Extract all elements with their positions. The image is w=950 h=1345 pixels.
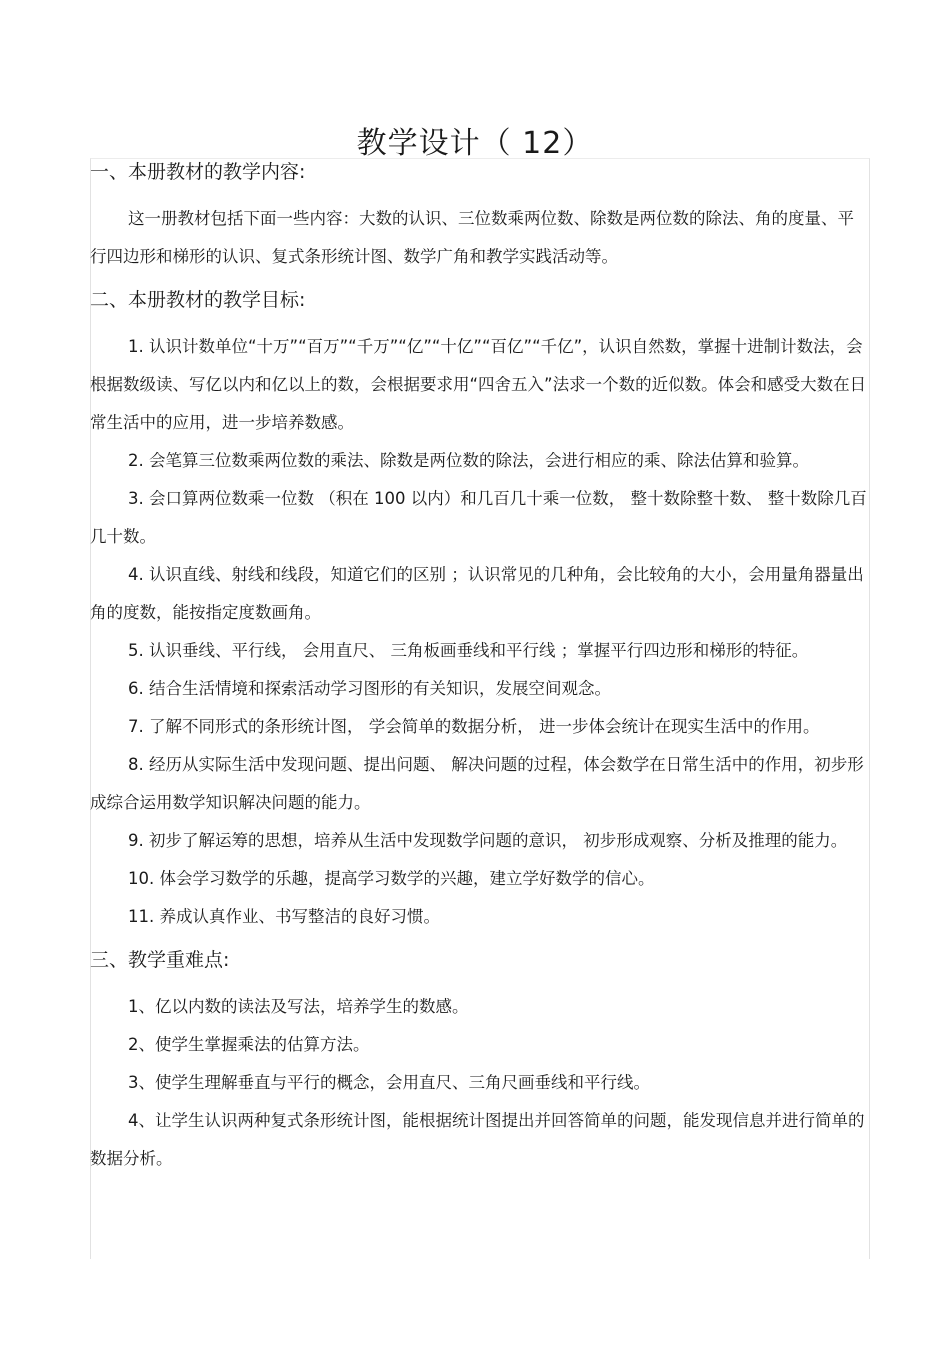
document-body [90,158,870,1178]
section-heading: 三、教学重难点: [90,949,230,971]
goal-item: 11. 养成认真作业、书写整洁的良好习惯。 [128,907,440,926]
page-title: 教学设计（ 12） [356,126,594,161]
section-key-difficulties [90,946,870,1178]
goal-item: 6. 结合生活情境和探索活动学习图形的有关知识，发展空间观念。 [128,679,611,698]
section-teaching-content [90,158,870,276]
goal-item: 4. 认识直线、射线和线段，知道它们的区别 ；认识常见的几种角，会比较角的大小，会用量角器量出角的度数，能按指定度数画角。 [90,565,864,622]
section-heading: 二、本册教材的教学目标: [90,289,306,311]
difficulty-item: 1、亿以内数的读法及写法，培养学生的数感。 [128,997,469,1016]
goal-item: 8. 经历从实际生活中发现问题、提出问题、 解决问题的过程，体会数学在日常生活中的作用，初步形成综合运用数学知识解决问题的能力。 [90,755,864,812]
section-teaching-goals [90,286,870,936]
difficulty-item: 4、让学生认识两种复式条形统计图，能根据统计图提出并回答简单的问题，能发现信息并进行简单的数据分析。 [90,1111,865,1168]
goal-item: 10. 体会学习数学的乐趣，提高学习数学的兴趣，建立学好数学的信心。 [128,869,655,888]
difficulty-item: 3、使学生理解垂直与平行的概念，会用直尺、三角尺画垂线和平行线。 [128,1073,650,1092]
goal-item: 2. 会笔算三位数乘两位数的乘法、除数是两位数的除法，会进行相应的乘、除法估算和验算。 [128,451,809,470]
goal-item: 3. 会口算两位数乘一位数 （积在 100 以内）和几百几十乘一位数， 整十数除整十数、 整十数除几百几十数。 [90,489,867,546]
goal-item: 9. 初步了解运筹的思想，培养从生活中发现数学问题的意识， 初步形成观察、分析及推理的能力。 [128,831,848,850]
goal-item: 7. 了解不同形式的条形统计图， 学会简单的数据分析， 进一步体会统计在现实生活中的作用。 [128,717,820,736]
paragraph: 这一册教材包括下面一些内容：大数的认识、三位数乘两位数、除数是两位数的除法、角的度量、平行四边形和梯形的认识、复式条形统计图、数学广角和教学实践活动等。 [90,209,854,266]
goal-item: 1. 认识计数单位“十万”“百万”“千万”“亿”“十亿”“百亿”“千亿”，认识自然数，掌握十进制计数法，会根据数级读、写亿以内和亿以上的数，会根据要求用“四舍五入”法求一个数的近似数。体会和感受大数在日常生活中的应用，进一步培养数感。 [90,337,867,432]
difficulty-item: 2、使学生掌握乘法的估算方法。 [128,1035,370,1054]
goal-item: 5. 认识垂线、平行线， 会用直尺、 三角板画垂线和平行线 ；掌握平行四边形和梯形的特征。 [128,641,809,660]
section-heading: 一、本册教材的教学内容: [90,161,306,183]
